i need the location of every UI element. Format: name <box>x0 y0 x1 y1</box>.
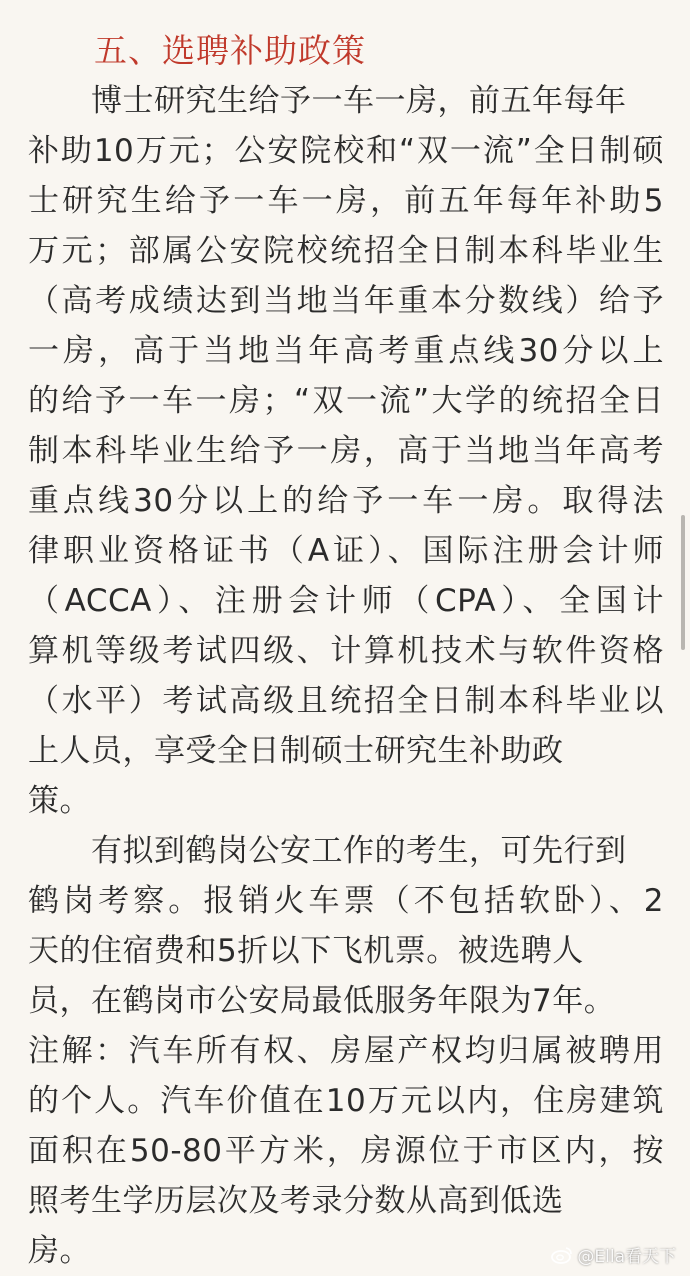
text-line: 律职业资格证书（A证）、国际注册会计师 <box>28 533 664 569</box>
text-line: 照考生学历层次及考录分数从高到低选 <box>28 1183 564 1219</box>
watermark <box>551 1242 676 1267</box>
text-line: 万元；部属公安院校统招全日制本科毕业生 <box>28 233 664 269</box>
text-line: 房。 <box>28 1233 91 1269</box>
watermark-text: @Ella看天下 <box>577 1247 676 1267</box>
text-line: 员，在鹤岗市公安局最低服务年限为7年。 <box>28 983 616 1019</box>
text-line: （水平）考试高级且统招全日制本科毕业以 <box>28 683 664 719</box>
text-line: 面积在50-80平方米，房源位于市区内，按 <box>28 1133 664 1169</box>
text-line: 的个人。汽车价值在10万元以内，住房建筑 <box>28 1083 664 1119</box>
text-line: 博士研究生给予一车一房，前五年每年 <box>28 83 627 119</box>
text-line: （ACCA）、注册会计师（CPA）、全国计 <box>28 583 664 619</box>
text-line: 算机等级考试四级、计算机技术与软件资格 <box>28 633 664 669</box>
text-line: 补助10万元；公安院校和“双一流”全日制硕 <box>28 133 664 169</box>
text-line: 上人员，享受全日制硕士研究生补助政 <box>28 733 564 769</box>
text-line: 制本科毕业生给予一房，高于当地当年高考 <box>28 433 664 469</box>
section-heading: 五、选聘补助政策 <box>94 31 366 70</box>
text-line: 有拟到鹤岗公安工作的考生，可先行到 <box>28 833 627 869</box>
text-line: 注解：汽车所有权、房屋产权均归属被聘用 <box>28 1033 664 1069</box>
weibo-icon <box>551 1246 573 1264</box>
text-line: 鹤岗考察。报销火车票（不包括软卧）、2 <box>28 883 664 919</box>
text-line: 重点线30分以上的给予一车一房。取得法 <box>28 483 664 519</box>
text-line: 士研究生给予一车一房，前五年每年补助5 <box>28 183 664 219</box>
text-line: 的给予一车一房；“双一流”大学的统招全日 <box>28 383 664 419</box>
scrollbar-thumb[interactable] <box>681 515 685 650</box>
text-line: 策。 <box>28 783 91 819</box>
text-line: 天的住宿费和5折以下飞机票。被选聘人 <box>28 933 584 969</box>
text-line: （高考成绩达到当地当年重本分数线）给予 <box>28 283 664 319</box>
text-line: 一房，高于当地当年高考重点线30分以上 <box>28 333 664 369</box>
